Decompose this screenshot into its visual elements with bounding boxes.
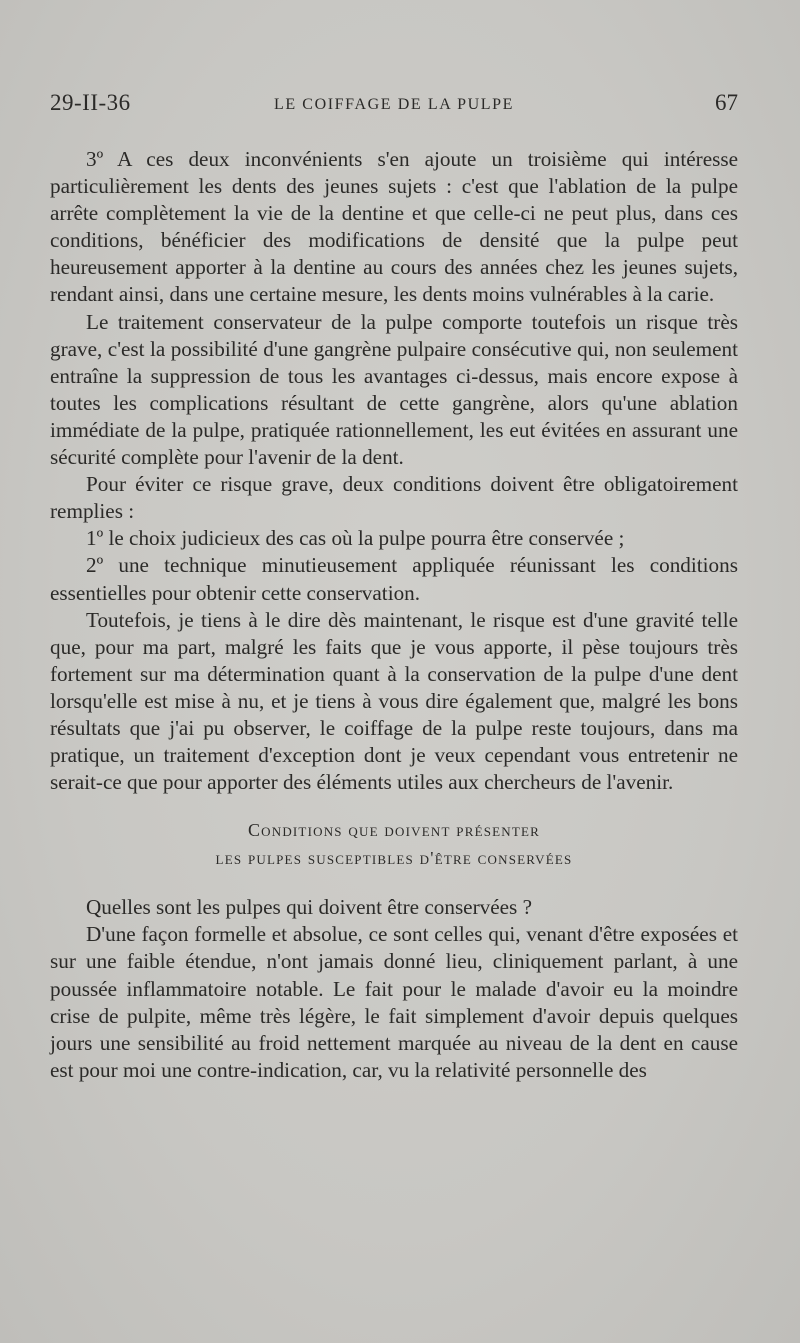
list-item: 1º le choix judicieux des cas où la pulpe pourra être conservée ; (86, 526, 625, 551)
paragraph: Le traitement conservateur de la pulpe comporte toutefois un risque très grave, c'est la possibilité d'une gangrène pulpaire consécutive qui, non seulement entraîne la suppression de tous les avantages ci-dessus, mais encore expose à toutes les complications résultant de cette gangrène, alors qu'une ablation immédiate de la pulpe, pratiquée rationnellement, les eut évitées en assurant une sécurité complète pour l'avenir de la dent. (50, 309, 738, 470)
page-number: 67 (715, 90, 738, 115)
section-heading-line: les pulpes susceptibles d'être conservées (215, 848, 573, 869)
list-item: 2º une technique minutieusement appliquée réunissant les conditions essentielles pour obtenir cette conservation. (50, 553, 738, 605)
paragraph: Quelles sont les pulpes qui doivent être conservées ? (86, 895, 532, 920)
page-header (50, 90, 738, 126)
header-date: 29-II-36 (50, 90, 131, 115)
section-heading (50, 816, 738, 872)
paragraph: Toutefois, je tiens à le dire dès maintenant, le risque est d'une gravité telle que, pour ma part, malgré les faits que je vous apporte, il pèse toujours très fortement sur ma détermination quant à la conservation de la pulpe d'une dent lorsqu'elle est mise à nu, et je tiens à vous dire également que, malgré les bons résultats que j'ai pu observer, le coiffage de la pulpe reste toujours, dans ma pratique, un traitement d'exception dont je veux cependant vous entretenir ne serait-ce que pour apporter des éléments utiles aux chercheurs de l'avenir. (50, 607, 738, 795)
paragraph: Pour éviter ce risque grave, deux conditions doivent être obligatoirement remplies : (50, 472, 738, 524)
paragraph: 3º A ces deux inconvénients s'en ajoute un troisième qui intéresse particulièrement les dents des jeunes sujets : c'est que l'ablation de la pulpe arrête complètement la vie de la dentine et que celle-ci ne peut plus, dans ces conditions, bénéficier des modifications de densité que la pulpe peut heureusement apporter à la dentine au cours des années chez les jeunes sujets, rendant ainsi, dans une certaine mesure, les dents moins vulnérables à la carie. (50, 147, 738, 307)
paragraph: D'une façon formelle et absolue, ce sont celles qui, venant d'être exposées et sur une faible étendue, n'ont jamais donné lieu, cliniquement parlant, à une poussée inflammatoire notable. Le fait pour le malade d'avoir eu la moindre crise de pulpite, même très légère, le fait simplement d'avoir depuis quelques jours une sensibilité au froid nettement marquée au niveau de la dent en cause est pour moi une contre-indication, car, vu la relativité personnelle des (50, 922, 738, 1082)
running-title: LE COIFFAGE DE LA PULPE (273, 96, 515, 113)
section-heading-line: Conditions que doivent présenter (247, 820, 541, 841)
body-text (50, 146, 738, 1084)
